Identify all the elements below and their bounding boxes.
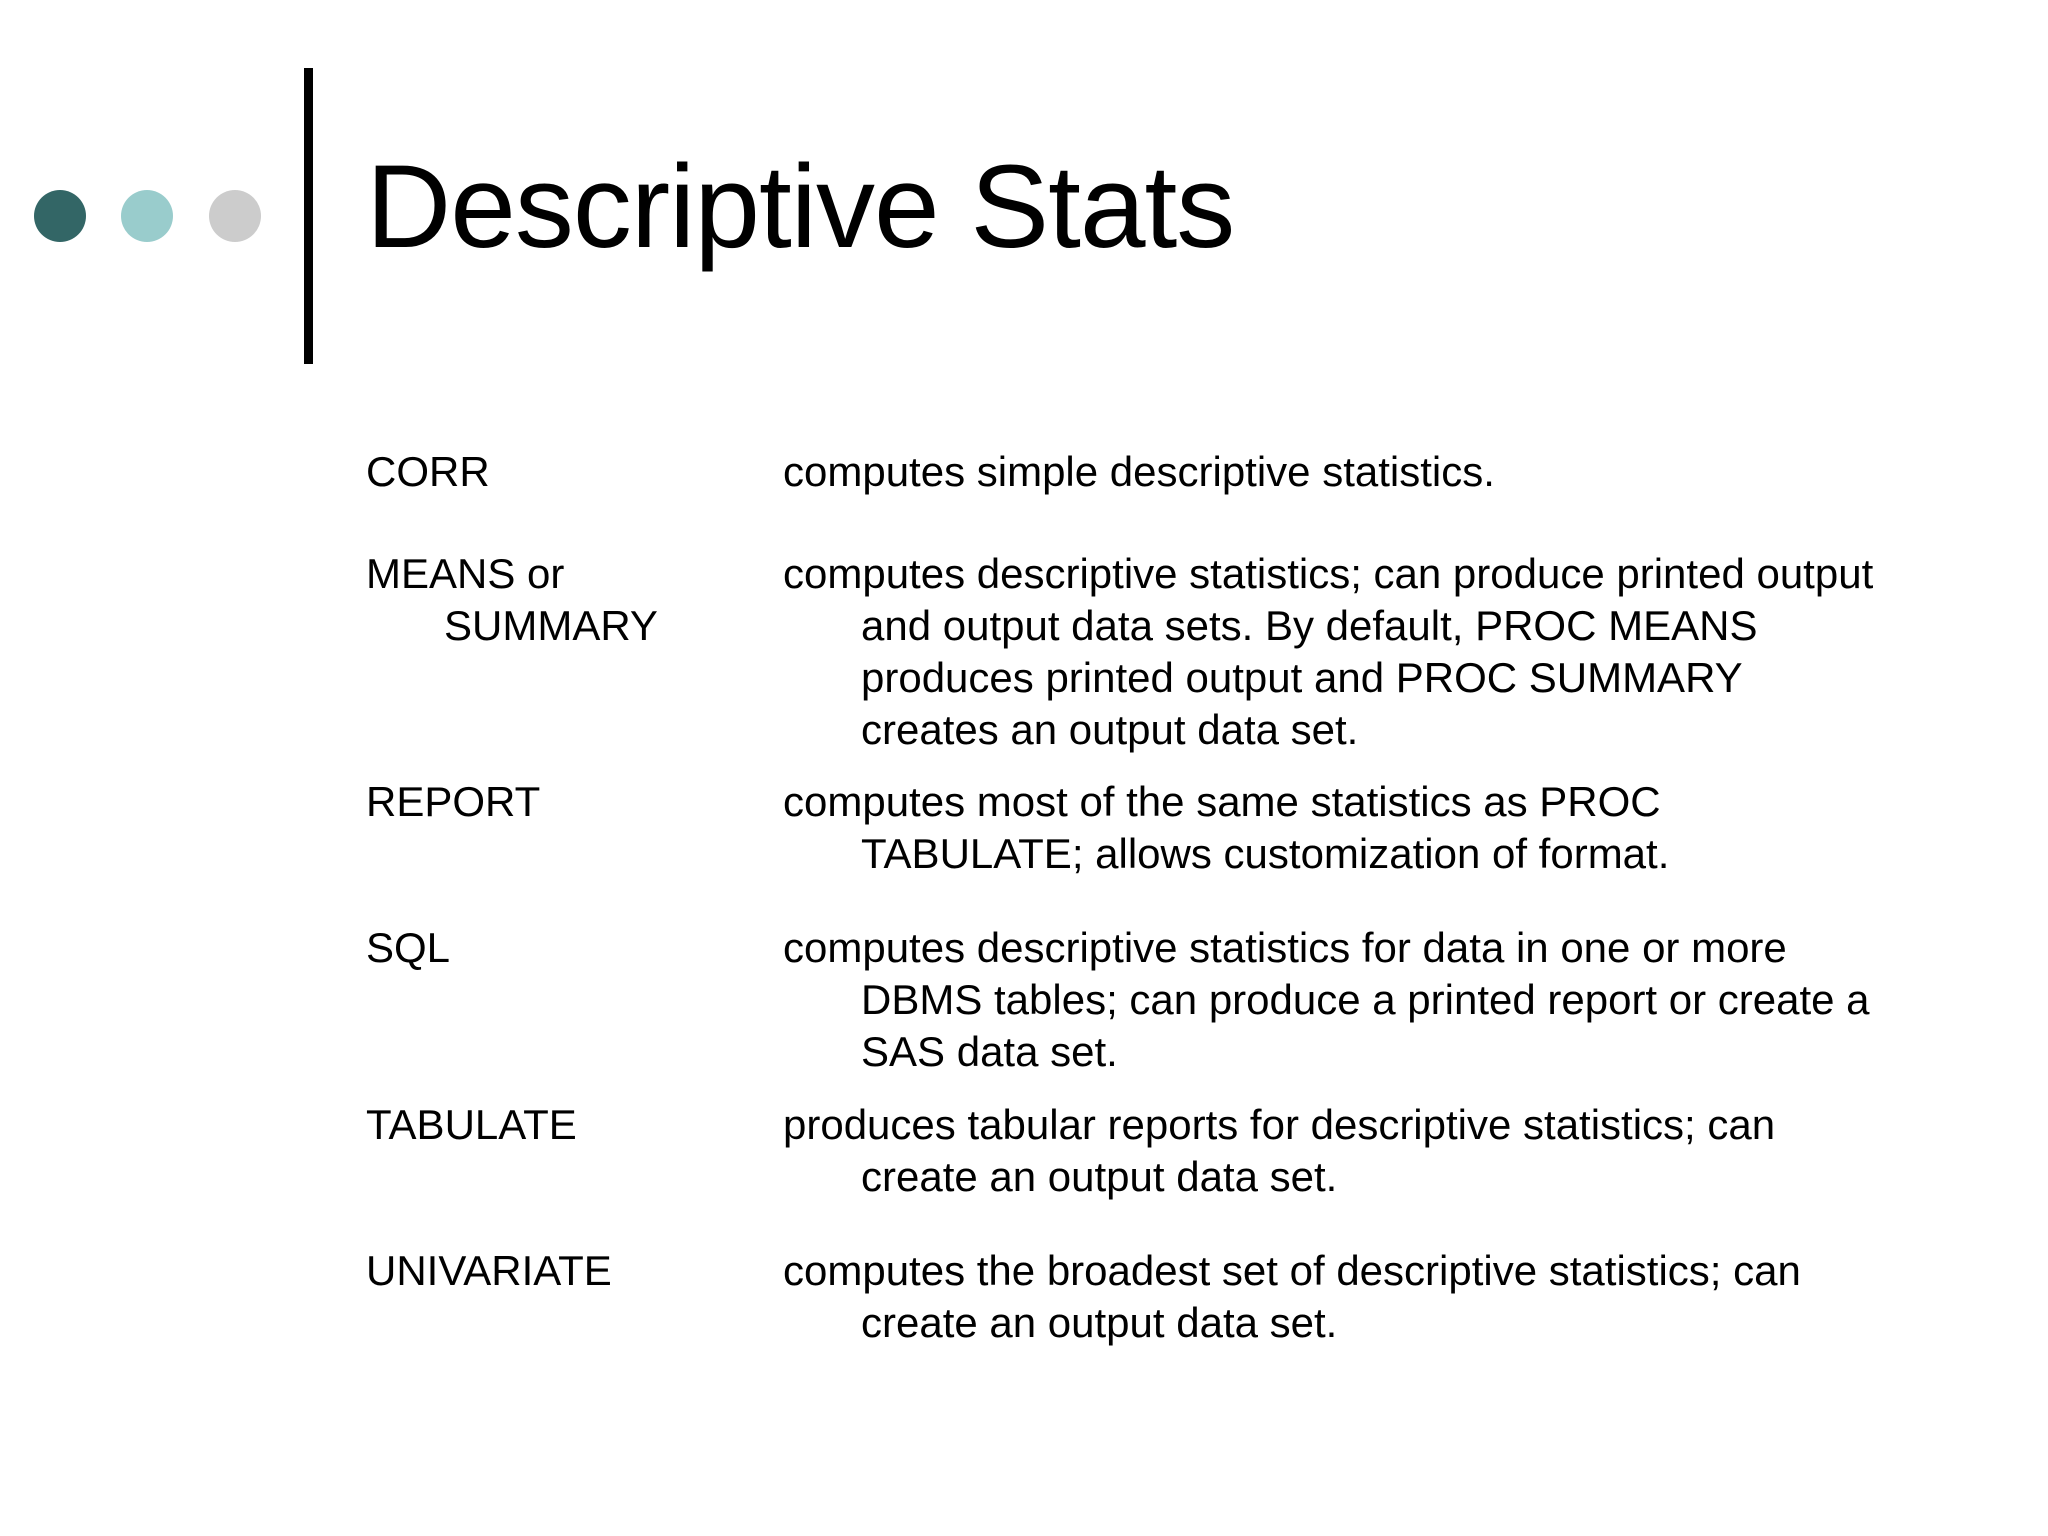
decorative-dot-gray [209, 190, 261, 242]
procedure-name-line: MEANS or [366, 550, 565, 597]
procedure-description [783, 548, 1943, 756]
description-line: computes most of the same statistics as PROC [783, 778, 1661, 825]
procedure-name [366, 1099, 766, 1151]
procedure-name [366, 922, 766, 974]
description-line: produces tabular reports for descriptive statistics; can [783, 1101, 1776, 1148]
description-line: create an output data set. [861, 1153, 1338, 1200]
description-line: and output data sets. By default, PROC MEANS [861, 602, 1758, 649]
description-line: computes descriptive statistics; can produce printed output [783, 550, 1874, 597]
description-line: create an output data set. [861, 1299, 1338, 1346]
procedure-name [366, 548, 766, 652]
description-line: DBMS tables; can produce a printed report or create a [861, 976, 1870, 1023]
procedure-description [783, 1099, 1943, 1203]
description-line: TABULATE; allows customization of format. [861, 830, 1670, 877]
description-line: produces printed output and PROC SUMMARY [861, 654, 1743, 701]
decorative-dot-teal [121, 190, 173, 242]
description-line: computes simple descriptive statistics. [783, 448, 1495, 495]
procedure-description [783, 776, 1943, 880]
procedure-description [783, 922, 1943, 1078]
procedure-description [783, 1245, 1943, 1349]
procedure-list [366, 0, 2006, 1536]
procedure-name [366, 446, 766, 498]
procedure-name [366, 1245, 766, 1297]
procedure-name-line: SQL [366, 924, 451, 971]
description-line: computes descriptive statistics for data in one or more [783, 924, 1787, 971]
procedure-name-line: CORR [366, 448, 490, 495]
description-line: computes the broadest set of descriptive statistics; can [783, 1247, 1801, 1294]
slide-title: Descriptive Stats [366, 141, 1235, 273]
procedure-name-line: SUMMARY [444, 602, 658, 649]
title-divider-bar [304, 68, 313, 364]
procedure-name-line: REPORT [366, 778, 541, 825]
description-line: SAS data set. [861, 1028, 1118, 1075]
procedure-name-line: UNIVARIATE [366, 1247, 612, 1294]
description-line: creates an output data set. [861, 706, 1359, 753]
decorative-dot-dark [34, 190, 86, 242]
procedure-name-line: TABULATE [366, 1101, 577, 1148]
procedure-description [783, 446, 1943, 498]
procedure-name [366, 776, 766, 828]
